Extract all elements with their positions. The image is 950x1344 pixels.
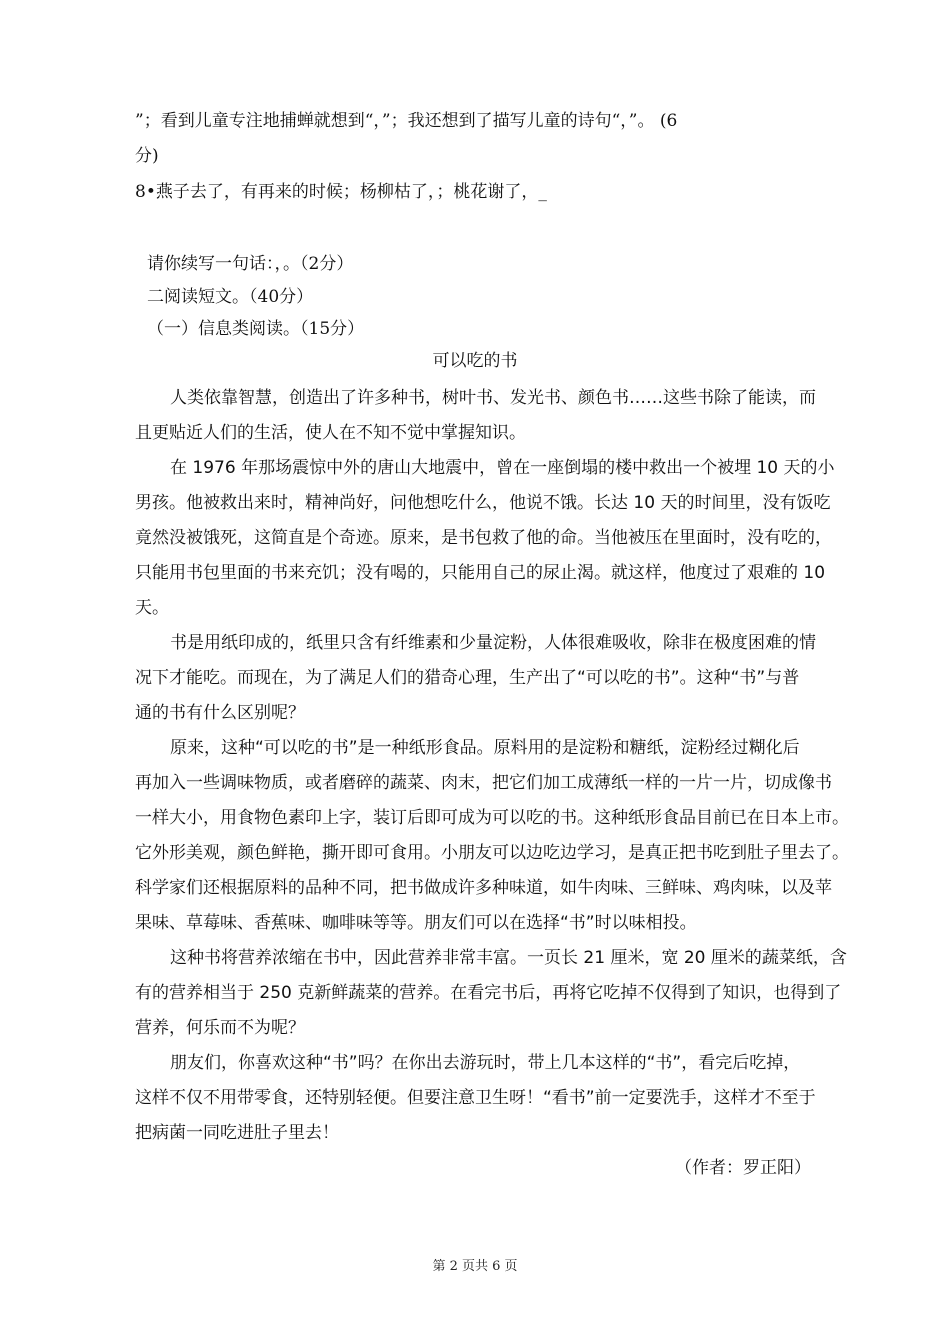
article-line: 书是用纸印成的，纸里只含有纤维素和少量淀粉，人体很难吸收，除非在极度困难的情 [170, 633, 816, 653]
article-line: 再加入一些调味物质，或者磨碎的蔬菜、肉末，把它们加工成薄纸一样的一片一片，切成像书 [135, 773, 832, 793]
question-8-continuation: 请你续写一句话：，。（2分） [147, 254, 354, 274]
article-line: 一样大小，用食物色素印上字，装订后即可成为可以吃的书。这种纸形食品目前已在日本上市。 [135, 808, 849, 828]
article-line: 有的营养相当于 250 克新鲜蔬菜的营养。在看完书后，再将它吃掉不仅得到了知识，也得到了 [135, 983, 842, 1003]
article-line: 把病菌一同吃进肚子里去！ [135, 1123, 339, 1143]
article-line: 原来，这种“可以吃的书”是一种纸形食品。原料用的是淀粉和糖纸，淀粉经过糊化后 [170, 738, 800, 758]
article-line: 且更贴近人们的生活，使人在不知不觉中掌握知识。 [135, 423, 526, 443]
article-line: 科学家们还根据原料的品种不同，把书做成许多种味道，如牛肉味、三鲜味、鸡肉味，以及苹 [135, 878, 832, 898]
section-2-1-heading: （一）信息类阅读。（15分） [147, 319, 365, 339]
page-number: 第 2 页共 6 页 [432, 1259, 518, 1274]
article-line: 它外形美观，颜色鲜艳，撕开即可食用。小朋友可以边吃边学习，是真正把书吃到肚子里去了。 [135, 843, 849, 863]
question-7-text: ”；看到儿童专注地捕蝉就想到“，”；我还想到了描写儿童的诗句“，”。 (6 [135, 111, 678, 131]
article-line: 这样不仅不用带零食，还特别轻便。但要注意卫生呀！“看书”前一定要洗手，这样才不至于 [135, 1088, 816, 1108]
article-line: 男孩。他被救出来时，精神尚好，问他想吃什么，他说不饿。长达 10 天的时间里，没有饭吃 [135, 493, 831, 513]
article-line: 天。 [135, 598, 169, 618]
article-line: 这种书将营养浓缩在书中，因此营养非常丰富。一页长 21 厘米，宽 20 厘米的蔬菜纸，含 [170, 948, 847, 968]
article-line: 竟然没被饿死，这简直是个奇迹。原来，是书包救了他的命。当他被压在里面时，没有吃的， [135, 528, 832, 548]
article-line: 通的书有什么区别呢？ [135, 703, 305, 723]
article-line: 在 1976 年那场震惊中外的唐山大地震中，曾在一座倒塌的楼中救出一个被埋 10 天的小 [170, 458, 835, 478]
question-7-score: 分) [135, 146, 159, 166]
article-line: 营养，何乐而不为呢？ [135, 1018, 305, 1038]
article-line: 果味、草莓味、香蕉味、咖啡味等等。朋友们可以在选择“书”时以味相投。 [135, 913, 697, 933]
article-line: 人类依靠智慧，创造出了许多种书，树叶书、发光书、颜色书……这些书除了能读，而 [170, 388, 816, 408]
section-2-heading: 二阅读短文。（40分） [147, 287, 314, 307]
article-line: 只能用书包里面的书来充饥；没有喝的，只能用自己的尿止渴。就这样，他度过了艰难的 10 [135, 563, 826, 583]
question-8-text: 8•燕子去了，有再来的时候；杨柳枯了，；桃花谢了，_ [135, 182, 547, 202]
article-author: （作者：罗正阳） [675, 1158, 811, 1178]
article-line: 况下才能吃。而现在，为了满足人们的猎奇心理，生产出了“可以吃的书”。这种“书”与普 [135, 668, 800, 688]
article-line: 朋友们，你喜欢这种“书”吗？在你出去游玩时，带上几本这样的“书”，看完后吃掉， [170, 1053, 801, 1073]
article-title: 可以吃的书 [432, 351, 518, 371]
